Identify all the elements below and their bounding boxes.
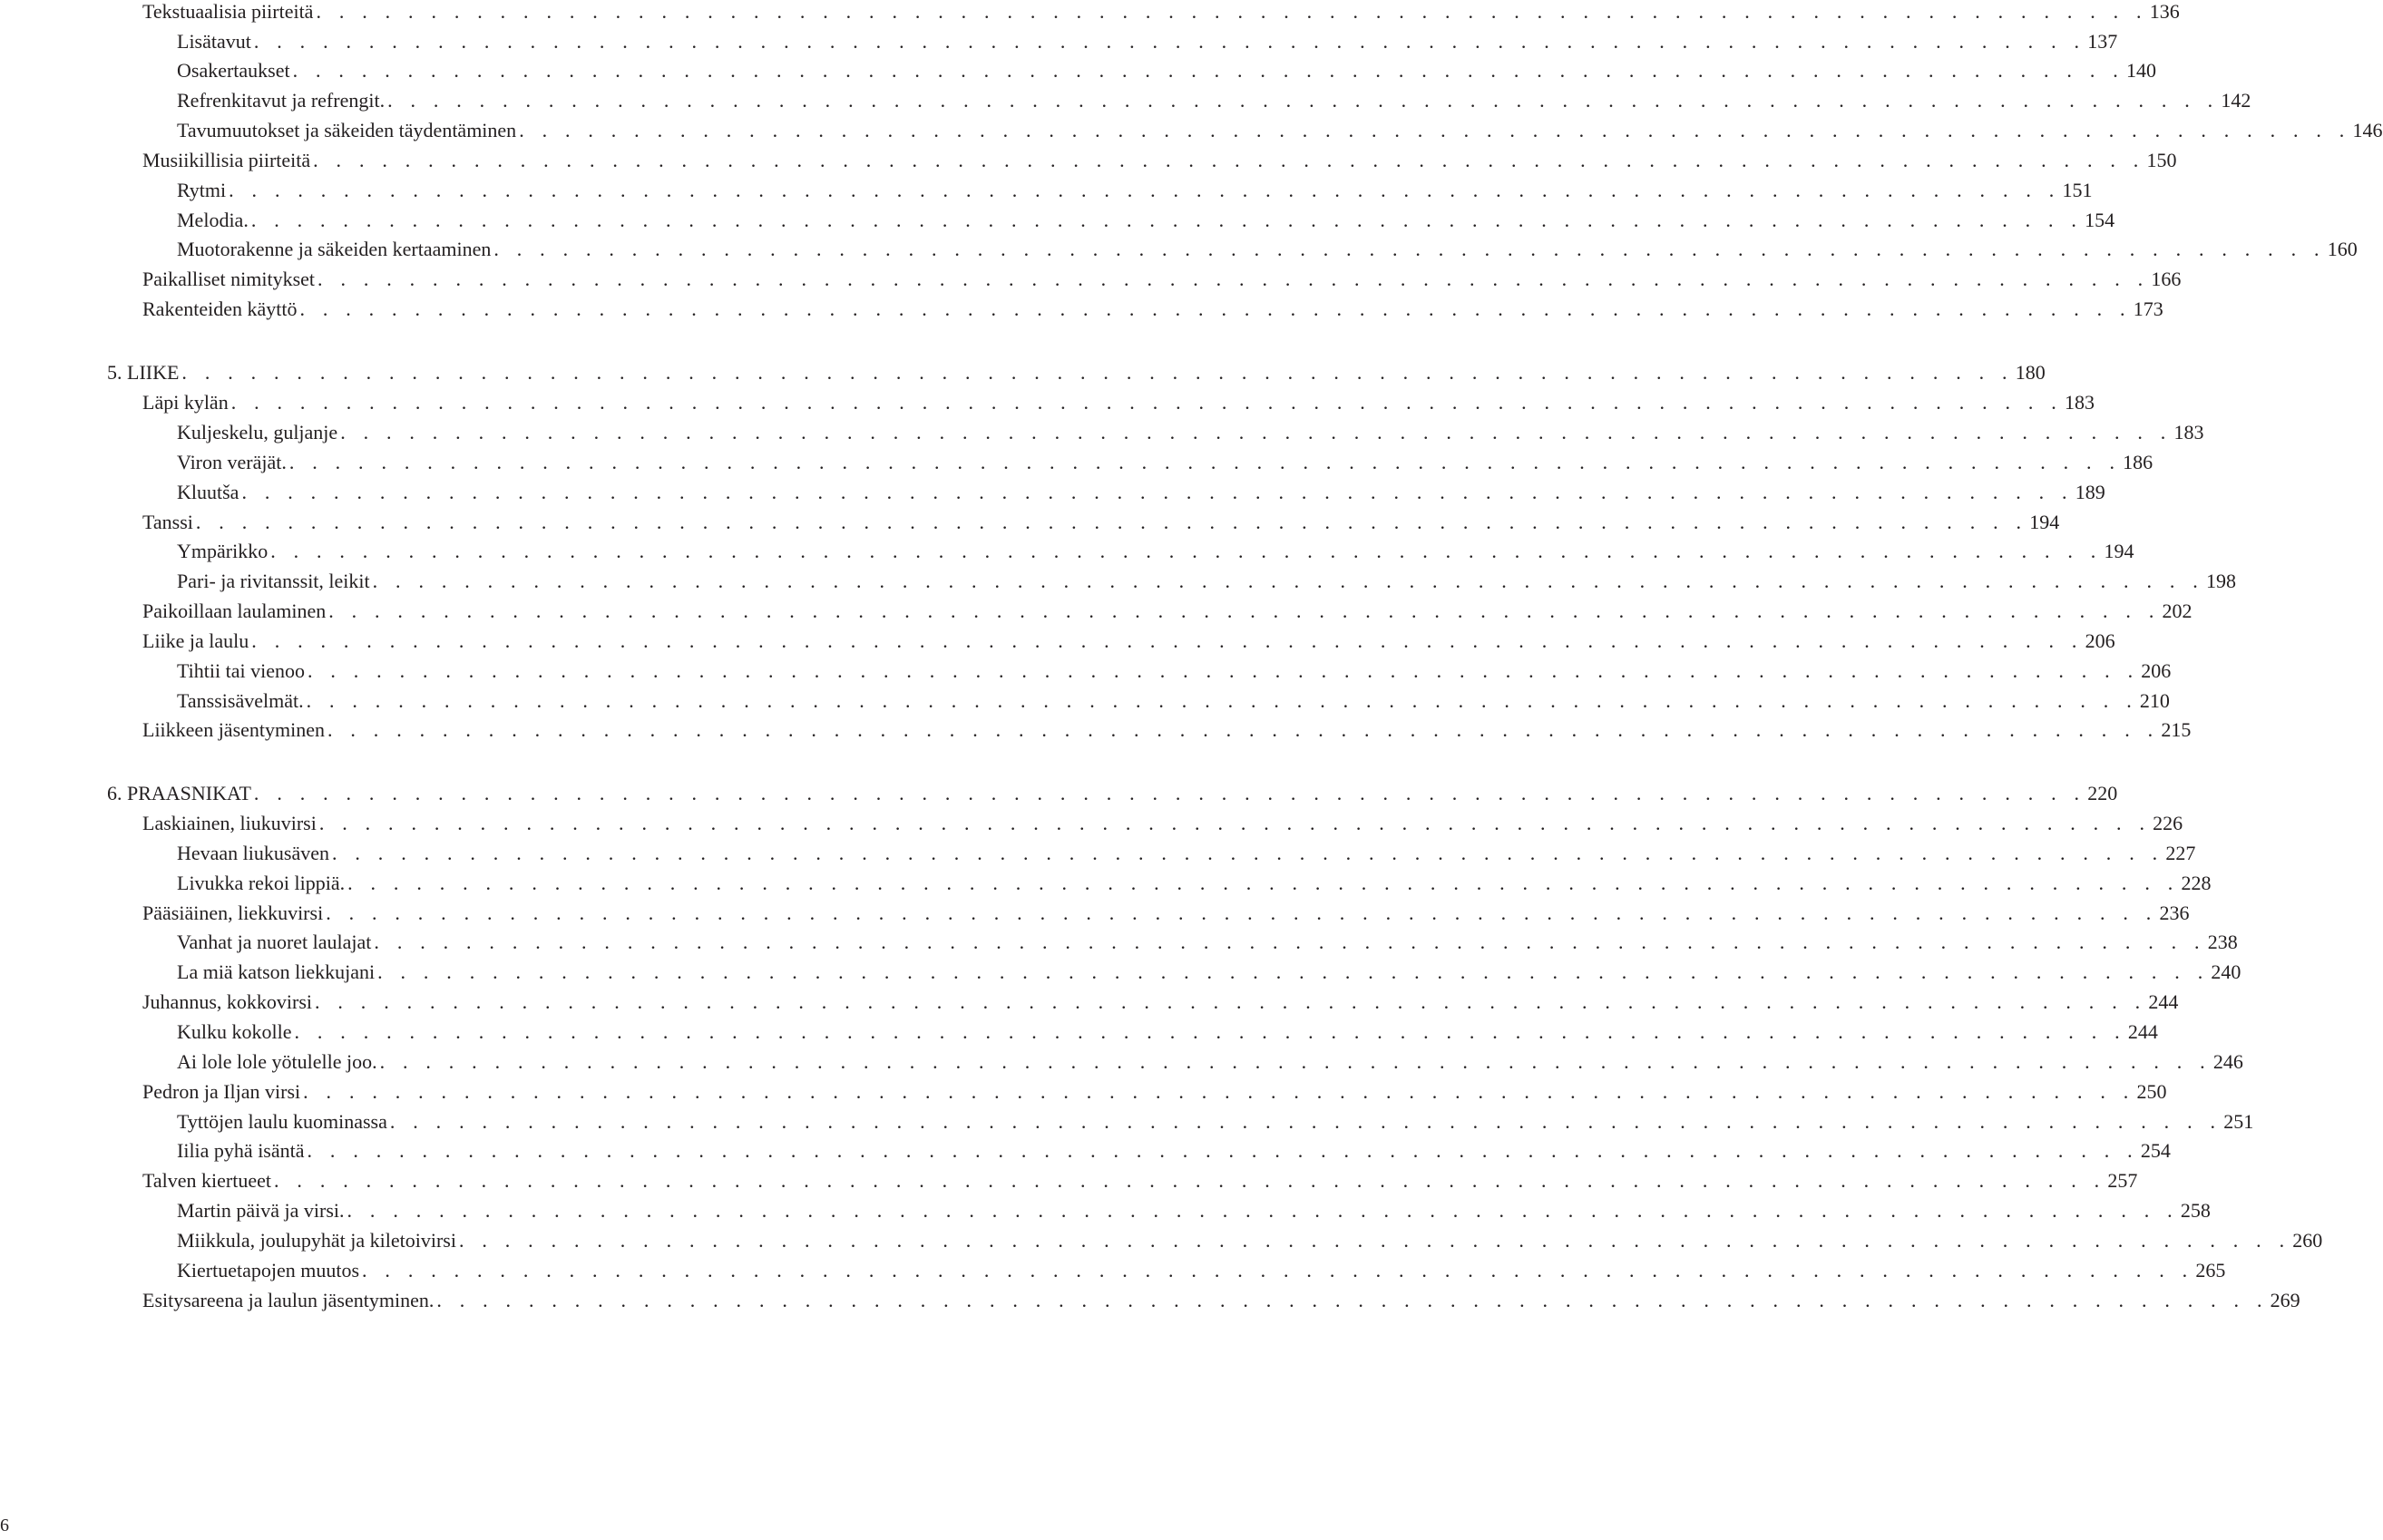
toc-entry-page: 220 <box>2087 782 2118 804</box>
dot-leader: . . . . . . . . . . . . . . . . . . . . . . . . . . . . . . . . . . . . . . . . . . . . . . . . . . . . . . . . . . . . . . . . . . . . . . . . . . . . . . . . <box>387 89 2220 112</box>
toc-entry <box>177 927 2238 958</box>
toc-entry-page: 137 <box>2087 30 2118 53</box>
toc-entry-page: 198 <box>2205 570 2236 592</box>
toc-entry <box>177 838 2196 869</box>
toc-entry <box>177 447 2153 478</box>
toc-entry-page: 238 <box>2207 931 2238 953</box>
toc-entry-title: Tyttöjen laulu kuominassa <box>177 1110 387 1133</box>
toc-entry-page: 206 <box>2141 659 2172 682</box>
toc-entry-title: La miä katson liekkujani <box>177 960 376 983</box>
toc-entry <box>177 686 2170 716</box>
toc-entry-title: Ympärikko <box>177 540 269 562</box>
dot-leader: . . . . . . . . . . . . . . . . . . . . . . . . . . . . . . . . . . . . . . . . . . . . . . . . . . . . . . . . . . . . . . . . . . . . . . . . . . . . . . . . <box>332 842 2164 864</box>
dot-leader: . . . . . . . . . . . . . . . . . . . . . . . . . . . . . . . . . . . . . . . . . . . . . . . . . . . . . . . . . . . . . . . . . . . . . . . . . . . . . . . . <box>315 990 2147 1013</box>
dot-leader: . . . . . . . . . . . . . . . . . . . . . . . . . . . . . . . . . . . . . . . . . . . . . . . . . . . . . . . . . . . . . . . . . . . . . . . . . . . . . . . . <box>229 179 2061 201</box>
toc-entry-title: Iilia pyhä isäntä <box>177 1139 305 1162</box>
dot-leader: . . . . . . . . . . . . . . . . . . . . . . . . . . . . . . . . . . . . . . . . . . . . . . . . . . . . . . . . . . . . . . . . . . . . . . . . . . . . . . . . <box>340 421 2173 443</box>
toc-entry-page: 226 <box>2153 812 2183 834</box>
dot-leader: . . . . . . . . . . . . . . . . . . . . . . . . . . . . . . . . . . . . . . . . . . . . . . . . . . . . . . . . . . . . . . . . . . . . . . . . . . . . . . . . <box>493 238 2326 260</box>
toc-entry <box>177 536 2134 567</box>
dot-leader: . . . . . . . . . . . . . . . . . . . . . . . . . . . . . . . . . . . . . . . . . . . . . . . . . . . . . . . . . . . . . . . . . . . . . . . . . . . . . . . . <box>326 902 2158 924</box>
dot-leader: . . . . . . . . . . . . . . . . . . . . . . . . . . . . . . . . . . . . . . . . . . . . . . . . . . . . . . . . . . . . . . . . . . . . . . . . . . . . . . . . <box>307 1139 2139 1162</box>
toc-entry-title: Miikkula, joulupyhät ja kiletoivirsi <box>177 1229 456 1252</box>
toc-entry-title: Laskiainen, liukuvirsi <box>142 812 317 834</box>
toc-entry-page: 265 <box>2195 1259 2226 1282</box>
dot-leader: . . . . . . . . . . . . . . . . . . . . . . . . . . . . . . . . . . . . . . . . . . . . . . . . . . . . . . . . . . . . . . . . . . . . . . . . . . . . . . . . <box>328 599 2161 622</box>
dot-leader: . . . . . . . . . . . . . . . . . . . . . . . . . . . . . . . . . . . . . . . . . . . . . . . . . . . . . . . . . . . . . . . . . . . . . . . . . . . . . . . . <box>362 1259 2194 1282</box>
dot-leader: . . . . . . . . . . . . . . . . . . . . . . . . . . . . . . . . . . . . . . . . . . . . . . . . . . . . . . . . . . . . . . . . . . . . . . . . . . . . . . . . <box>250 209 2084 231</box>
toc-entry <box>142 596 2193 627</box>
dot-leader: . . . . . . . . . . . . . . . . . . . . . . . . . . . . . . . . . . . . . . . . . . . . . . . . . . . . . . . . . . . . . . . . . . . . . . . . . . . . . . . . <box>436 1289 2269 1311</box>
toc-entry-page: 194 <box>2104 540 2134 562</box>
toc-chapter-title: 5. LIIKE <box>107 361 180 384</box>
toc-entry-title: Esitysareena ja laulun jäsentyminen. <box>142 1289 435 1311</box>
toc-entry <box>177 566 2236 597</box>
dot-leader: . . . . . . . . . . . . . . . . . . . . . . . . . . . . . . . . . . . . . . . . . . . . . . . . . . . . . . . . . . . . . . . . . . . . . . . . . . . . . . . . <box>377 960 2210 983</box>
dot-leader: . . . . . . . . . . . . . . . . . . . . . . . . . . . . . . . . . . . . . . . . . . . . . . . . . . . . . . . . . . . . . . . . . . . . . . . . . . . . . . . . <box>372 570 2204 592</box>
toc-entry-title: Vanhat ja nuoret laulajat <box>177 931 372 953</box>
toc-entry-page: 244 <box>2127 1020 2158 1043</box>
toc-entry-title: Melodia. <box>177 209 249 231</box>
toc-entry-page: 228 <box>2181 872 2212 894</box>
toc-entry <box>142 145 2177 176</box>
toc-entry-title: Liike ja laulu <box>142 629 249 652</box>
toc-entry <box>142 626 2115 657</box>
toc-entry <box>142 715 2192 746</box>
toc-entry <box>177 477 2105 508</box>
toc-entry <box>142 294 2163 325</box>
toc-entry-title: Liikkeen jäsentyminen <box>142 718 325 741</box>
dot-leader: . . . . . . . . . . . . . . . . . . . . . . . . . . . . . . . . . . . . . . . . . . . . . . . . . . . . . . . . . . . . . . . . . . . . . . . . . . . . . . . . <box>313 149 2145 171</box>
dot-leader: . . . . . . . . . . . . . . . . . . . . . . . . . . . . . . . . . . . . . . . . . . . . . . . . . . . . . . . . . . . . . . . . . . . . . . . . . . . . . . . . <box>303 1080 2135 1103</box>
toc-entry <box>177 868 2212 899</box>
toc-entry-title: Kluutša <box>177 481 239 503</box>
dot-leader: . . . . . . . . . . . . . . . . . . . . . . . . . . . . . . . . . . . . . . . . . . . . . . . . . . . . . . . . . . . . . . . . . . . . . . . . . . . . . . . . <box>253 782 2086 804</box>
dot-leader: . . . . . . . . . . . . . . . . . . . . . . . . . . . . . . . . . . . . . . . . . . . . . . . . . . . . . . . . . . . . . . . . . . . . . . . . . . . . . . . . <box>251 629 2084 652</box>
toc-chapter <box>107 357 2046 388</box>
toc-entry-title: Rakenteiden käyttö <box>142 297 298 320</box>
toc-entry-title: Kiertuetapojen muutos <box>177 1259 360 1282</box>
toc-entry-title: Kulku kokolle <box>177 1020 292 1043</box>
toc-entry-page: 166 <box>2151 268 2182 290</box>
toc-entry-title: Martin päivä ja virsi. <box>177 1199 345 1222</box>
toc-entry-page: 258 <box>2180 1199 2211 1222</box>
dot-leader: . . . . . . . . . . . . . . . . . . . . . . . . . . . . . . . . . . . . . . . . . . . . . . . . . . . . . . . . . . . . . . . . . . . . . . . . . . . . . . . . <box>288 451 2122 473</box>
toc-entry-title: Muotorakenne ja säkeiden kertaaminen <box>177 238 492 260</box>
dot-leader: . . . . . . . . . . . . . . . . . . . . . . . . . . . . . . . . . . . . . . . . . . . . . . . . . . . . . . . . . . . . . . . . . . . . . . . . . . . . . . . . <box>317 268 2150 290</box>
toc-entry <box>142 898 2190 929</box>
toc-entry-page: 250 <box>2136 1080 2167 1103</box>
toc-entry <box>177 1195 2211 1226</box>
toc-entry-title: Viron veräjät. <box>177 451 287 473</box>
toc-entry-title: Rytmi <box>177 179 227 201</box>
toc-entry-page: 142 <box>2221 89 2251 112</box>
toc-entry-page: 186 <box>2123 451 2153 473</box>
dot-leader: . . . . . . . . . . . . . . . . . . . . . . . . . . . . . . . . . . . . . . . . . . . . . . . . . . . . . . . . . . . . . . . . . . . . . . . . . . . . . . . . <box>347 872 2180 894</box>
toc-entry <box>142 1165 2138 1196</box>
toc-entry-title: Läpi kylän <box>142 391 229 414</box>
dot-leader: . . . . . . . . . . . . . . . . . . . . . . . . . . . . . . . . . . . . . . . . . . . . . . . . . . . . . . . . . . . . . . . . . . . . . . . . . . . . . . . . <box>379 1050 2212 1073</box>
toc-entry <box>177 1106 2254 1137</box>
toc-entry <box>177 85 2251 116</box>
toc-entry <box>177 115 2383 146</box>
dot-leader: . . . . . . . . . . . . . . . . . . . . . . . . . . . . . . . . . . . . . . . . . . . . . . . . . . . . . . . . . . . . . . . . . . . . . . . . . . . . . . . . <box>230 391 2064 414</box>
toc-entry <box>177 1017 2158 1048</box>
toc-entry <box>142 987 2179 1018</box>
toc-entry-title: Musiikillisia piirteitä <box>142 149 311 171</box>
toc-chapter <box>107 778 2118 809</box>
toc-entry <box>177 1225 2323 1256</box>
dot-leader: . . . . . . . . . . . . . . . . . . . . . . . . . . . . . . . . . . . . . . . . . . . . . . . . . . . . . . . . . . . . . . . . . . . . . . . . . . . . . . . . <box>316 0 2148 23</box>
toc-entry-page: 240 <box>2211 960 2241 983</box>
toc-entry <box>142 1285 2300 1316</box>
toc-entry-page: 236 <box>2159 902 2190 924</box>
toc-entry-page: 189 <box>2075 481 2105 503</box>
toc-entry-page: 180 <box>2015 361 2046 384</box>
dot-leader: . . . . . . . . . . . . . . . . . . . . . . . . . . . . . . . . . . . . . . . . . . . . . . . . . . . . . . . . . . . . . . . . . . . . . . . . . . . . . . . . <box>195 511 2028 533</box>
toc-entry-title: Hevaan liukusäven <box>177 842 329 864</box>
toc-entry-page: 154 <box>2085 209 2115 231</box>
dot-leader: . . . . . . . . . . . . . . . . . . . . . . . . . . . . . . . . . . . . . . . . . . . . . . . . . . . . . . . . . . . . . . . . . . . . . . . . . . . . . . . . <box>270 540 2103 562</box>
toc-entry-title: Paikalliset nimitykset <box>142 268 316 290</box>
toc-entry-title: Pääsiäinen, liekkuvirsi <box>142 902 324 924</box>
toc-entry <box>177 656 2172 687</box>
toc-entry <box>177 205 2115 236</box>
toc-entry-title: Ai lole lole yötulelle joo. <box>177 1050 377 1073</box>
toc-entry-title: Refrenkitavut ja refrengit. <box>177 89 386 112</box>
toc-chapter-title: 6. PRAASNIKAT <box>107 782 251 804</box>
toc-entry-title: Tekstuaalisia piirteitä <box>142 0 314 23</box>
toc-entry <box>142 808 2183 839</box>
toc-entry-title: Tanssisävelmät. <box>177 689 304 712</box>
toc-entry-page: 227 <box>2165 842 2196 864</box>
toc-entry <box>142 507 2060 538</box>
dot-leader: . . . . . . . . . . . . . . . . . . . . . . . . . . . . . . . . . . . . . . . . . . . . . . . . . . . . . . . . . . . . . . . . . . . . . . . . . . . . . . . . <box>327 718 2160 741</box>
dot-leader: . . . . . . . . . . . . . . . . . . . . . . . . . . . . . . . . . . . . . . . . . . . . . . . . . . . . . . . . . . . . . . . . . . . . . . . . . . . . . . . . <box>292 59 2124 82</box>
dot-leader: . . . . . . . . . . . . . . . . . . . . . . . . . . . . . . . . . . . . . . . . . . . . . . . . . . . . . . . . . . . . . . . . . . . . . . . . . . . . . . . . <box>347 1199 2179 1222</box>
toc-entry-page: 257 <box>2107 1169 2138 1192</box>
toc-entry <box>177 234 2358 265</box>
toc-entry-page: 254 <box>2140 1139 2171 1162</box>
dot-leader: . . . . . . . . . . . . . . . . . . . . . . . . . . . . . . . . . . . . . . . . . . . . . . . . . . . . . . . . . . . . . . . . . . . . . . . . . . . . . . . . <box>318 812 2152 834</box>
toc-entry-page: 151 <box>2062 179 2093 201</box>
dot-leader: . . . . . . . . . . . . . . . . . . . . . . . . . . . . . . . . . . . . . . . . . . . . . . . . . . . . . . . . . . . . . . . . . . . . . . . . . . . . . . . . <box>519 119 2351 141</box>
toc-entry-page: 246 <box>2212 1050 2243 1073</box>
toc-entry <box>177 26 2118 57</box>
toc-entry <box>142 1077 2167 1107</box>
toc-entry-title: Tavumuutokset ja säkeiden täydentäminen <box>177 119 517 141</box>
toc-entry-page: 150 <box>2146 149 2177 171</box>
toc-entry-title: Kuljeskelu, guljanje <box>177 421 338 443</box>
toc-entry-page: 244 <box>2148 990 2179 1013</box>
toc-entry-page: 260 <box>2292 1229 2323 1252</box>
dot-leader: . . . . . . . . . . . . . . . . . . . . . . . . . . . . . . . . . . . . . . . . . . . . . . . . . . . . . . . . . . . . . . . . . . . . . . . . . . . . . . . . <box>458 1229 2291 1252</box>
toc-entry <box>177 1047 2243 1077</box>
toc-entry-title: Talven kiertueet <box>142 1169 272 1192</box>
toc-entry <box>142 387 2095 418</box>
dot-leader: . . . . . . . . . . . . . . . . . . . . . . . . . . . . . . . . . . . . . . . . . . . . . . . . . . . . . . . . . . . . . . . . . . . . . . . . . . . . . . . . <box>181 361 2014 384</box>
dot-leader: . . . . . . . . . . . . . . . . . . . . . . . . . . . . . . . . . . . . . . . . . . . . . . . . . . . . . . . . . . . . . . . . . . . . . . . . . . . . . . . . <box>389 1110 2222 1133</box>
toc-entry-title: Juhannus, kokkovirsi <box>142 990 312 1013</box>
toc-entry-title: Tihtii tai vienoo <box>177 659 305 682</box>
toc-entry <box>142 0 2180 27</box>
toc-entry-page: 206 <box>2085 629 2115 652</box>
toc-entry-page: 269 <box>2270 1289 2300 1311</box>
dot-leader: . . . . . . . . . . . . . . . . . . . . . . . . . . . . . . . . . . . . . . . . . . . . . . . . . . . . . . . . . . . . . . . . . . . . . . . . . . . . . . . . <box>294 1020 2126 1043</box>
toc-entry <box>177 1255 2226 1286</box>
toc-entry-page: 194 <box>2029 511 2060 533</box>
toc-entry-page: 146 <box>2352 119 2383 141</box>
dot-leader: . . . . . . . . . . . . . . . . . . . . . . . . . . . . . . . . . . . . . . . . . . . . . . . . . . . . . . . . . . . . . . . . . . . . . . . . . . . . . . . . <box>307 659 2140 682</box>
toc-entry-page: 183 <box>2173 421 2204 443</box>
toc-entry-page: 215 <box>2161 718 2192 741</box>
toc-entry <box>177 417 2204 448</box>
toc-entry <box>177 55 2156 86</box>
dot-leader: . . . . . . . . . . . . . . . . . . . . . . . . . . . . . . . . . . . . . . . . . . . . . . . . . . . . . . . . . . . . . . . . . . . . . . . . . . . . . . . . <box>374 931 2206 953</box>
page-number: 6 <box>0 1516 9 1535</box>
toc-entry-title: Pedron ja Iljan virsi <box>142 1080 301 1103</box>
toc-entry-page: 160 <box>2327 238 2358 260</box>
toc-entry-title: Lisätavut <box>177 30 251 53</box>
toc-entry-title: Tanssi <box>142 511 193 533</box>
dot-leader: . . . . . . . . . . . . . . . . . . . . . . . . . . . . . . . . . . . . . . . . . . . . . . . . . . . . . . . . . . . . . . . . . . . . . . . . . . . . . . . . <box>306 689 2138 712</box>
dot-leader: . . . . . . . . . . . . . . . . . . . . . . . . . . . . . . . . . . . . . . . . . . . . . . . . . . . . . . . . . . . . . . . . . . . . . . . . . . . . . . . . <box>241 481 2074 503</box>
toc-entry-page: 210 <box>2139 689 2170 712</box>
toc-entry-page: 173 <box>2133 297 2163 320</box>
dot-leader: . . . . . . . . . . . . . . . . . . . . . . . . . . . . . . . . . . . . . . . . . . . . . . . . . . . . . . . . . . . . . . . . . . . . . . . . . . . . . . . . <box>274 1169 2106 1192</box>
toc-entry-page: 251 <box>2223 1110 2254 1133</box>
dot-leader: . . . . . . . . . . . . . . . . . . . . . . . . . . . . . . . . . . . . . . . . . . . . . . . . . . . . . . . . . . . . . . . . . . . . . . . . . . . . . . . . <box>253 30 2086 53</box>
toc-entry-page: 140 <box>2125 59 2156 82</box>
toc-entry-page: 202 <box>2162 599 2193 622</box>
toc-entry <box>177 1136 2171 1166</box>
toc-entry <box>177 957 2241 988</box>
toc-entry <box>177 175 2093 206</box>
toc-entry-title: Livukka rekoi lippiä. <box>177 872 346 894</box>
dot-leader: . . . . . . . . . . . . . . . . . . . . . . . . . . . . . . . . . . . . . . . . . . . . . . . . . . . . . . . . . . . . . . . . . . . . . . . . . . . . . . . . <box>299 297 2132 320</box>
toc-entry-title: Paikoillaan laulaminen <box>142 599 327 622</box>
toc-entry <box>142 264 2182 295</box>
toc-entry-title: Osakertaukset <box>177 59 290 82</box>
toc-entry-page: 136 <box>2149 0 2180 23</box>
toc-entry-page: 183 <box>2065 391 2095 414</box>
toc-entry-title: Pari- ja rivitanssit, leikit <box>177 570 370 592</box>
